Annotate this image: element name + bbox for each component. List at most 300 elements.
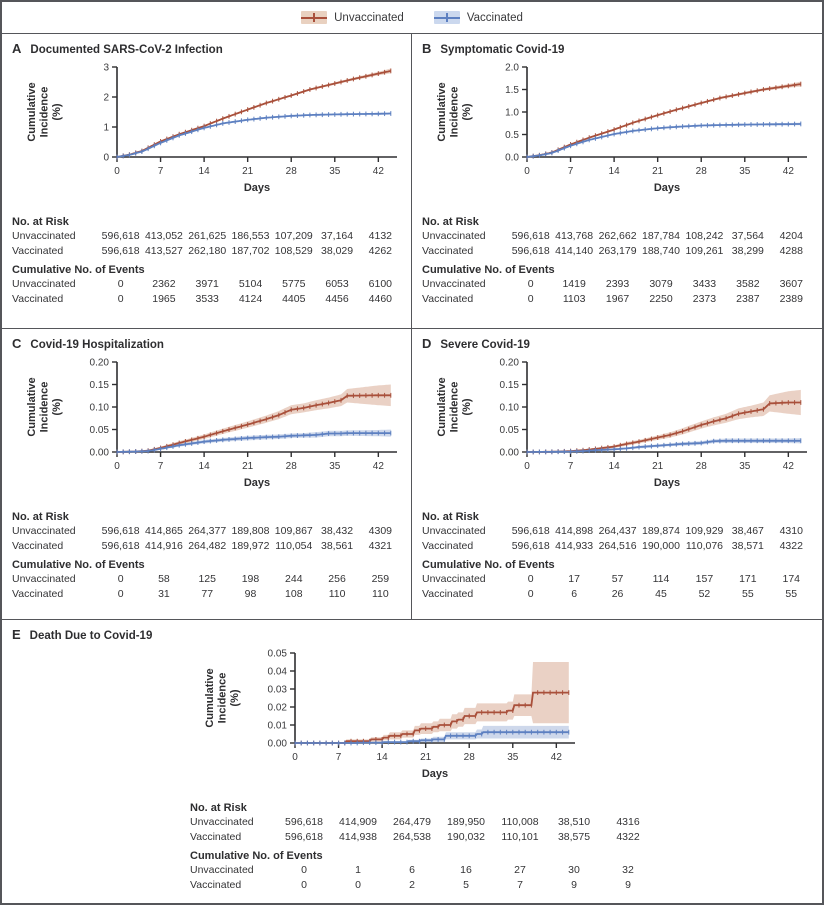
no-at-risk-row-unvaccinated bbox=[421, 524, 813, 539]
row-label: Vaccinated bbox=[12, 244, 64, 257]
x-tick-label: 28 bbox=[695, 166, 707, 177]
y-tick-label: 0.00 bbox=[267, 738, 287, 750]
table-cell: 1967 bbox=[605, 292, 630, 305]
table-cell: 110,101 bbox=[501, 830, 539, 843]
table-cell: 264,538 bbox=[393, 830, 431, 843]
panel-a bbox=[2, 34, 412, 328]
table-cell: 1419 bbox=[562, 278, 586, 290]
table-cell: 264,482 bbox=[188, 539, 227, 552]
table-cell: 264,377 bbox=[188, 525, 227, 537]
panel-body bbox=[421, 57, 813, 306]
table-cell: 157 bbox=[695, 573, 714, 585]
table-cell: 0 bbox=[355, 878, 361, 891]
table-cell: 413,768 bbox=[555, 230, 594, 242]
table-cell: 262,662 bbox=[598, 230, 637, 242]
table-cell: 109,929 bbox=[685, 525, 724, 537]
table-cell: 190,000 bbox=[642, 539, 680, 552]
row-label: Vaccinated bbox=[422, 292, 474, 305]
x-tick-label: 28 bbox=[463, 752, 475, 763]
table-cell: 27 bbox=[514, 864, 526, 876]
table-cell: 31 bbox=[158, 587, 170, 600]
panel-a-plot bbox=[11, 57, 405, 205]
panel-row-ab bbox=[2, 34, 822, 329]
legend-item-vaccinated bbox=[434, 11, 523, 24]
table-cell: 2373 bbox=[692, 292, 717, 305]
table-cell: 263,179 bbox=[598, 244, 637, 257]
legend-swatch-icon bbox=[301, 11, 327, 24]
y-axis-label: CumulativeIncidence(%) bbox=[436, 377, 473, 437]
table-cell: 38,561 bbox=[321, 539, 354, 552]
x-tick-label: 35 bbox=[329, 166, 341, 177]
y-axis-label: CumulativeIncidence(%) bbox=[436, 82, 473, 142]
no-at-risk-row-vaccinated bbox=[11, 244, 402, 259]
x-axis-label: Days bbox=[421, 768, 449, 780]
cumulative-events-row-unvaccinated bbox=[11, 572, 402, 587]
x-tick-label: 42 bbox=[782, 166, 794, 177]
panel-b bbox=[412, 34, 822, 328]
table-cell: 2389 bbox=[779, 292, 803, 305]
table-cell: 596,618 bbox=[101, 230, 140, 242]
row-label: Unvaccinated bbox=[422, 573, 486, 585]
y-tick-label: 0.05 bbox=[267, 648, 287, 660]
cumulative-incidence-chart bbox=[421, 352, 813, 505]
cumulative-incidence-chart bbox=[11, 352, 402, 505]
vaccinated-censor-ticks bbox=[117, 111, 391, 159]
table-cell: 3079 bbox=[649, 278, 673, 290]
cumulative-incidence-chart bbox=[11, 57, 402, 210]
panel-tables bbox=[11, 511, 402, 601]
table-cell: 77 bbox=[201, 587, 214, 600]
no-at-risk-row-unvaccinated bbox=[11, 229, 402, 244]
cumulative-events-heading: Cumulative No. of Events bbox=[422, 264, 555, 276]
table-cell: 264,516 bbox=[598, 539, 637, 552]
table-cell: 596,618 bbox=[101, 525, 140, 537]
table-cell: 109,867 bbox=[274, 525, 313, 537]
no-at-risk-heading: No. at Risk bbox=[422, 511, 479, 523]
panel-letter: A bbox=[12, 41, 22, 56]
x-tick-label: 7 bbox=[567, 166, 574, 177]
table-cell: 4132 bbox=[368, 230, 393, 242]
table-cell: 3607 bbox=[779, 278, 803, 290]
table-cell: 3433 bbox=[692, 278, 717, 290]
panel-e-plot bbox=[189, 643, 583, 791]
legend-tick-icon bbox=[446, 13, 448, 22]
no-at-risk-row-unvaccinated bbox=[189, 815, 655, 830]
x-tick-label: 21 bbox=[420, 752, 432, 763]
table-cell: 174 bbox=[782, 573, 801, 585]
x-tick-label: 7 bbox=[567, 461, 574, 472]
cumulative-events-row-vaccinated bbox=[11, 292, 402, 307]
y-tick-label: 0.20 bbox=[499, 357, 519, 369]
row-label: Vaccinated bbox=[422, 539, 474, 552]
panel-tables bbox=[421, 511, 813, 601]
panel-tables bbox=[421, 216, 813, 306]
cumulative-incidence-chart bbox=[189, 643, 655, 796]
unvaccinated-ci-band bbox=[117, 385, 391, 453]
table-cell: 107,209 bbox=[274, 230, 313, 242]
table-cell: 1965 bbox=[152, 292, 176, 305]
table-cell: 3971 bbox=[195, 278, 219, 290]
x-tick-label: 14 bbox=[608, 166, 620, 177]
x-tick-label: 21 bbox=[242, 461, 254, 472]
table-cell: 414,909 bbox=[339, 816, 377, 828]
table-cell: 414,865 bbox=[144, 525, 183, 537]
x-axis-label: Days bbox=[243, 182, 271, 194]
x-tick-label: 0 bbox=[524, 461, 530, 472]
row-label: Vaccinated bbox=[12, 587, 64, 600]
table-cell: 256 bbox=[328, 573, 346, 585]
y-tick-label: 1.5 bbox=[505, 85, 519, 96]
table-cell: 110,076 bbox=[685, 539, 724, 552]
panel-letter: D bbox=[422, 336, 432, 351]
panel-d bbox=[412, 329, 822, 619]
table-cell: 171 bbox=[739, 573, 757, 585]
panel-b-plot bbox=[421, 57, 815, 205]
cumulative-events-row-unvaccinated bbox=[189, 863, 655, 878]
table-cell: 16 bbox=[460, 864, 472, 876]
table-cell: 414,140 bbox=[555, 244, 594, 257]
table-cell: 110,054 bbox=[275, 539, 313, 552]
panel-body bbox=[11, 57, 402, 306]
table-cell: 32 bbox=[622, 864, 634, 876]
table-cell: 189,808 bbox=[231, 525, 270, 537]
table-cell: 2393 bbox=[605, 278, 630, 290]
table-cell: 6100 bbox=[368, 278, 393, 290]
row-label: Unvaccinated bbox=[190, 816, 254, 828]
table-cell: 0 bbox=[117, 573, 124, 585]
x-tick-label: 35 bbox=[739, 166, 751, 177]
no-at-risk-heading: No. at Risk bbox=[190, 802, 247, 814]
panel-c-plot bbox=[11, 352, 405, 500]
y-tick-label: 2.0 bbox=[505, 62, 519, 74]
x-tick-label: 14 bbox=[608, 461, 620, 472]
table-cell: 3533 bbox=[195, 292, 219, 305]
x-tick-label: 42 bbox=[372, 461, 384, 472]
table-cell: 596,618 bbox=[101, 539, 140, 552]
table-cell: 413,527 bbox=[144, 244, 183, 257]
cumulative-events-row-vaccinated bbox=[421, 292, 813, 307]
table-cell: 414,933 bbox=[555, 539, 594, 552]
panel-letter: C bbox=[12, 336, 22, 351]
vaccinated-censor-ticks bbox=[527, 122, 801, 160]
table-cell: 264,437 bbox=[598, 525, 637, 537]
table-cell: 186,553 bbox=[231, 230, 270, 242]
table-cell: 596,618 bbox=[285, 816, 323, 828]
table-cell: 110 bbox=[371, 587, 389, 600]
cumulative-events-heading: Cumulative No. of Events bbox=[190, 850, 323, 862]
table-cell: 4405 bbox=[282, 292, 306, 305]
no-at-risk-row-unvaccinated bbox=[421, 229, 813, 244]
row-label: Unvaccinated bbox=[422, 278, 486, 290]
table-cell: 38,575 bbox=[557, 830, 591, 843]
x-tick-label: 21 bbox=[242, 166, 254, 177]
table-cell: 414,938 bbox=[339, 830, 377, 843]
table-cell: 4262 bbox=[368, 244, 393, 257]
table-cell: 9 bbox=[571, 878, 577, 891]
x-tick-label: 7 bbox=[335, 752, 342, 763]
no-at-risk-row-vaccinated bbox=[421, 539, 813, 554]
panel-tables bbox=[11, 216, 402, 306]
table-cell: 38,299 bbox=[731, 244, 764, 257]
x-tick-label: 28 bbox=[285, 166, 297, 177]
table-cell: 17 bbox=[568, 573, 580, 585]
table-cell: 413,052 bbox=[144, 230, 183, 242]
y-tick-label: 0.05 bbox=[89, 425, 109, 436]
table-cell: 4322 bbox=[779, 539, 803, 552]
table-cell: 4124 bbox=[238, 292, 263, 305]
x-tick-label: 28 bbox=[695, 461, 707, 472]
unvaccinated-censor-ticks bbox=[527, 82, 801, 160]
table-cell: 198 bbox=[241, 573, 260, 585]
table-cell: 45 bbox=[655, 587, 667, 600]
table-cell: 38,467 bbox=[731, 525, 764, 537]
cumulative-events-row-vaccinated bbox=[421, 587, 813, 602]
row-label: Vaccinated bbox=[190, 878, 242, 891]
table-cell: 38,571 bbox=[731, 539, 764, 552]
panel-body bbox=[11, 352, 402, 601]
table-cell: 38,510 bbox=[557, 816, 591, 828]
table-cell: 4456 bbox=[325, 292, 349, 305]
no-at-risk-row-vaccinated bbox=[421, 244, 813, 259]
y-tick-label: 0.10 bbox=[499, 402, 519, 414]
row-label: Vaccinated bbox=[422, 587, 474, 600]
table-cell: 125 bbox=[198, 573, 216, 585]
table-cell: 596,618 bbox=[511, 539, 550, 552]
legend-label: Unvaccinated bbox=[334, 11, 404, 24]
table-cell: 596,618 bbox=[511, 230, 550, 242]
legend-item-unvaccinated bbox=[301, 11, 404, 24]
y-tick-label: 0.20 bbox=[89, 357, 109, 369]
table-cell: 110,008 bbox=[501, 816, 539, 828]
y-tick-label: 0.10 bbox=[89, 402, 109, 414]
table-cell: 0 bbox=[301, 878, 307, 891]
table-cell: 57 bbox=[611, 573, 624, 585]
table-cell: 4316 bbox=[616, 816, 640, 828]
x-tick-label: 14 bbox=[198, 461, 210, 472]
panel-e bbox=[2, 620, 822, 896]
panel-body bbox=[421, 352, 813, 601]
y-axis-label: CumulativeIncidence(%) bbox=[204, 668, 241, 728]
table-cell: 4309 bbox=[368, 525, 393, 537]
y-tick-label: 0.02 bbox=[267, 702, 287, 714]
table-cell: 114 bbox=[652, 573, 670, 585]
table-cell: 5 bbox=[463, 878, 469, 891]
y-tick-label: 0.5 bbox=[505, 130, 519, 141]
panel-body bbox=[189, 643, 655, 892]
y-tick-label: 0.15 bbox=[499, 380, 519, 391]
table-cell: 189,874 bbox=[642, 525, 680, 537]
table-cell: 0 bbox=[117, 278, 124, 290]
table-cell: 26 bbox=[611, 587, 624, 600]
table-cell: 0 bbox=[301, 864, 307, 876]
y-tick-label: 1.0 bbox=[505, 107, 519, 119]
row-label: Unvaccinated bbox=[12, 230, 76, 242]
x-axis-label: Days bbox=[243, 477, 271, 489]
y-tick-label: 1 bbox=[103, 122, 109, 134]
table-cell: 3582 bbox=[736, 278, 760, 290]
table-cell: 1 bbox=[355, 864, 361, 876]
panel-d-plot bbox=[421, 352, 815, 500]
y-tick-label: 0.00 bbox=[499, 447, 519, 459]
x-tick-label: 14 bbox=[198, 166, 210, 177]
y-tick-label: 0 bbox=[103, 152, 109, 164]
table-cell: 4321 bbox=[368, 539, 393, 552]
table-cell: 9 bbox=[625, 878, 631, 891]
legend-swatch-icon bbox=[434, 11, 460, 24]
table-cell: 37,564 bbox=[731, 230, 764, 242]
legend bbox=[2, 2, 822, 34]
legend-tick-icon bbox=[313, 13, 315, 22]
y-tick-label: 0.04 bbox=[267, 666, 287, 678]
table-cell: 189,950 bbox=[447, 816, 485, 828]
x-axis-label: Days bbox=[653, 477, 681, 489]
row-label: Vaccinated bbox=[12, 539, 64, 552]
table-cell: 55 bbox=[785, 587, 798, 600]
cumulative-events-row-unvaccinated bbox=[421, 572, 813, 587]
y-tick-label: 0.0 bbox=[505, 152, 519, 164]
x-tick-label: 7 bbox=[157, 166, 164, 177]
table-cell: 5775 bbox=[282, 278, 306, 290]
panel-c bbox=[2, 329, 412, 619]
y-tick-label: 2 bbox=[103, 92, 109, 104]
table-cell: 2 bbox=[409, 878, 415, 891]
x-tick-label: 0 bbox=[114, 461, 120, 472]
table-cell: 108 bbox=[285, 587, 303, 600]
x-tick-label: 0 bbox=[292, 752, 298, 763]
y-axis-label: CumulativeIncidence(%) bbox=[26, 377, 63, 437]
table-cell: 596,618 bbox=[511, 244, 550, 257]
table-cell: 189,972 bbox=[231, 539, 270, 552]
table-cell: 259 bbox=[371, 573, 390, 585]
table-cell: 414,898 bbox=[555, 525, 594, 537]
cumulative-events-row-unvaccinated bbox=[421, 277, 813, 292]
row-label: Vaccinated bbox=[422, 244, 474, 257]
panel-title: Symptomatic Covid-19 bbox=[440, 44, 565, 56]
y-tick-label: 0.03 bbox=[267, 684, 287, 696]
panel-header bbox=[421, 39, 813, 57]
x-tick-label: 7 bbox=[157, 461, 164, 472]
cumulative-events-row-vaccinated bbox=[189, 878, 655, 893]
table-cell: 4288 bbox=[779, 244, 803, 257]
y-tick-label: 0.05 bbox=[499, 425, 519, 436]
table-cell: 4460 bbox=[368, 292, 393, 305]
x-tick-label: 42 bbox=[550, 752, 562, 763]
y-tick-label: 0.00 bbox=[89, 447, 109, 459]
table-cell: 0 bbox=[527, 278, 534, 290]
table-cell: 596,618 bbox=[511, 525, 550, 537]
row-label: Vaccinated bbox=[12, 292, 64, 305]
table-cell: 110 bbox=[328, 587, 346, 600]
table-cell: 262,180 bbox=[188, 244, 227, 257]
table-cell: 6 bbox=[409, 864, 415, 876]
table-cell: 244 bbox=[285, 573, 303, 585]
y-tick-label: 0.01 bbox=[267, 720, 287, 732]
table-cell: 98 bbox=[244, 587, 257, 600]
row-label: Vaccinated bbox=[190, 830, 242, 843]
table-cell: 108,529 bbox=[274, 244, 313, 257]
row-label: Unvaccinated bbox=[422, 525, 486, 537]
table-cell: 4204 bbox=[779, 230, 803, 242]
cumulative-events-row-vaccinated bbox=[11, 587, 402, 602]
table-cell: 2250 bbox=[649, 292, 673, 305]
x-tick-label: 0 bbox=[114, 166, 120, 177]
cumulative-events-row-unvaccinated bbox=[11, 277, 402, 292]
panel-title: Covid-19 Hospitalization bbox=[30, 339, 164, 351]
table-cell: 414,916 bbox=[144, 539, 183, 552]
table-cell: 188,740 bbox=[642, 244, 680, 257]
row-label: Unvaccinated bbox=[12, 525, 76, 537]
cumulative-events-heading: Cumulative No. of Events bbox=[12, 559, 145, 571]
table-cell: 38,432 bbox=[321, 525, 354, 537]
x-tick-label: 21 bbox=[652, 166, 664, 177]
x-tick-label: 42 bbox=[782, 461, 794, 472]
table-cell: 4322 bbox=[616, 830, 640, 843]
x-tick-label: 35 bbox=[739, 461, 751, 472]
x-tick-label: 0 bbox=[524, 166, 530, 177]
table-cell: 55 bbox=[742, 587, 754, 600]
panel-title: Death Due to Covid-19 bbox=[29, 630, 153, 642]
panel-header bbox=[421, 334, 813, 352]
no-at-risk-row-vaccinated bbox=[189, 830, 655, 845]
row-label: Unvaccinated bbox=[12, 278, 76, 290]
table-cell: 38,029 bbox=[321, 244, 354, 257]
row-label: Unvaccinated bbox=[422, 230, 486, 242]
table-cell: 0 bbox=[527, 292, 534, 305]
panel-header bbox=[11, 334, 402, 352]
table-cell: 7 bbox=[517, 878, 523, 891]
panel-row-cd bbox=[2, 329, 822, 620]
table-cell: 30 bbox=[568, 864, 580, 876]
table-cell: 2362 bbox=[152, 278, 176, 290]
table-cell: 5104 bbox=[238, 278, 263, 290]
panel-letter: E bbox=[12, 627, 21, 642]
table-cell: 6 bbox=[571, 587, 578, 600]
no-at-risk-row-vaccinated bbox=[11, 539, 402, 554]
y-tick-label: 0.15 bbox=[89, 380, 109, 391]
row-label: Unvaccinated bbox=[190, 864, 254, 876]
table-cell: 58 bbox=[158, 573, 170, 585]
panel-title: Severe Covid-19 bbox=[440, 339, 530, 351]
no-at-risk-heading: No. at Risk bbox=[12, 216, 69, 228]
table-cell: 1103 bbox=[562, 292, 586, 305]
table-cell: 190,032 bbox=[447, 830, 485, 843]
panel-row-e bbox=[2, 620, 822, 903]
x-tick-label: 42 bbox=[372, 166, 384, 177]
table-cell: 0 bbox=[527, 587, 534, 600]
table-cell: 187,784 bbox=[642, 230, 680, 242]
table-cell: 0 bbox=[117, 587, 124, 600]
table-cell: 6053 bbox=[325, 278, 349, 290]
legend-label: Vaccinated bbox=[466, 11, 523, 24]
x-tick-label: 21 bbox=[652, 461, 664, 472]
table-cell: 187,702 bbox=[231, 244, 270, 257]
panel-letter: B bbox=[422, 41, 432, 56]
y-tick-label: 3 bbox=[103, 62, 109, 74]
table-cell: 264,479 bbox=[393, 816, 431, 828]
panel-title: Documented SARS-CoV-2 Infection bbox=[30, 44, 223, 56]
panel-tables bbox=[189, 802, 655, 892]
cumulative-events-heading: Cumulative No. of Events bbox=[12, 264, 145, 276]
table-cell: 37,164 bbox=[321, 230, 354, 242]
table-cell: 52 bbox=[698, 587, 711, 600]
table-cell: 0 bbox=[527, 573, 534, 585]
table-cell: 596,618 bbox=[285, 830, 323, 843]
no-at-risk-heading: No. at Risk bbox=[12, 511, 69, 523]
x-tick-label: 14 bbox=[376, 752, 388, 763]
table-cell: 108,242 bbox=[685, 230, 724, 242]
x-tick-label: 35 bbox=[507, 752, 519, 763]
table-cell: 2387 bbox=[736, 292, 760, 305]
